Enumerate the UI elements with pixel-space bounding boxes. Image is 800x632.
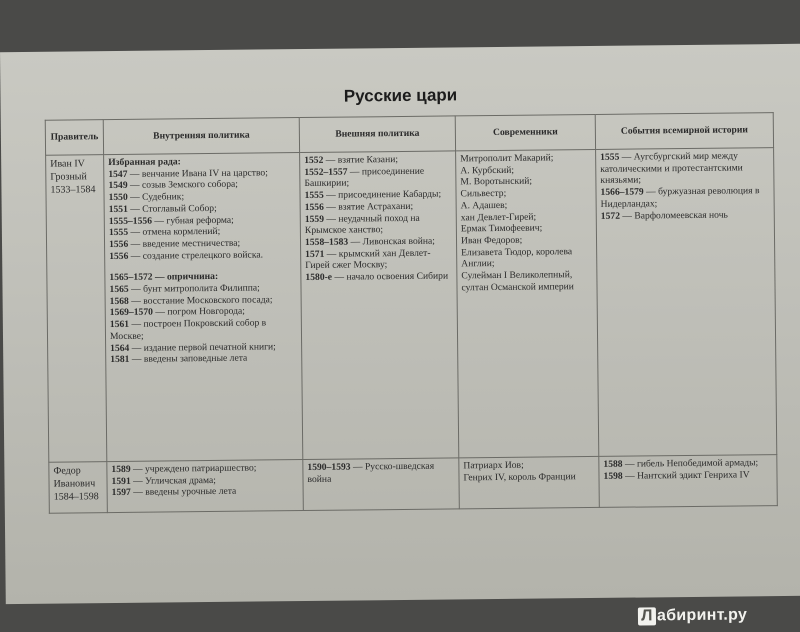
event-item: 1568 — восстание Московского посада;	[109, 294, 273, 307]
header-foreign: Внешняя политика	[299, 116, 455, 153]
event-item: 1572 — Варфоломеевская ночь	[600, 209, 728, 222]
event-item: 1556 — введение местничества;	[108, 237, 241, 250]
contemporary-item: А. Адашев;	[460, 199, 508, 212]
contemporary-item: М. Воротынский;	[460, 176, 533, 188]
event-item: 1561 — построен Покровский собор в Москве;	[109, 317, 267, 342]
event-item: 1598 — Нантский эдикт Генриха IV	[603, 469, 750, 482]
contemporary-item: Патриарх Иов;	[463, 459, 524, 472]
table-row	[49, 455, 777, 514]
event-item: 1565 — бунт митрополита Филиппа;	[109, 282, 260, 296]
ruler-name: Федор Иванович 1584–1598	[53, 465, 99, 503]
event-item: 1549 — созыв Земского собора;	[108, 179, 238, 192]
contemporary-item: Сулейман I Великолепный, султан Османской империи	[461, 269, 574, 294]
book-page	[0, 44, 800, 625]
page-title: Русские цари	[343, 85, 458, 106]
group-heading: Избранная рада:	[108, 156, 181, 169]
event-item: 1591 — Угличская драма;	[111, 474, 217, 487]
event-item: 1589 — учреждено патриаршество;	[111, 462, 257, 476]
event-item: 1555 — присоединение Кабарды;	[304, 188, 442, 202]
event-item: 1556 — взятие Астрахани;	[304, 200, 414, 213]
event-item: 1597 — введены урочные лета	[111, 486, 237, 499]
contemporaries-cell	[456, 149, 599, 457]
ruler-cell	[46, 155, 107, 463]
contemporary-item: Митрополит Макарий;	[460, 152, 554, 165]
header-contemporaries: Современники	[455, 114, 595, 150]
event-item: 1556 — создание стрелецкого войска.	[109, 249, 264, 262]
contemporary-item: Елизавета Тюдор, королева Англии;	[461, 245, 573, 270]
event-item: 1566–1579 — буржуазная революция в Нидерландах;	[600, 185, 760, 210]
world-cell	[599, 455, 778, 508]
event-item: 1547 — венчание Ивана IV на царство;	[108, 167, 268, 180]
foreign-cell	[300, 151, 459, 460]
world-cell	[596, 148, 777, 457]
foreign-cell	[303, 458, 460, 511]
event-item: 1559 — неудачный поход на Крымское ханство;	[304, 212, 420, 237]
contemporary-item: Иван Федоров;	[460, 234, 523, 247]
contemporary-item: хан Девлет-Гирей;	[460, 211, 537, 223]
event-item: 1555–1556 — губная реформа;	[108, 214, 234, 227]
event-item: 1571 — крымский хан Девлет-Гирей сжег Москву;	[305, 247, 431, 272]
event-item: 1588 — гибель Непобедимой армады;	[603, 457, 759, 470]
watermark-text: абиринт.ру	[656, 606, 748, 625]
labirint-logo-icon: Л	[638, 607, 656, 625]
contemporary-item: Сильвестр;	[460, 188, 507, 200]
event-item: 1558–1583 — Ливонская война;	[304, 235, 435, 248]
event-item: 1569–1570 — погром Новгорода;	[109, 306, 245, 319]
domestic-cell	[104, 153, 303, 462]
table-row	[46, 148, 777, 463]
event-item: 1551 — Стоглавый Собор;	[108, 202, 217, 215]
group-heading: 1565–1572 — опричнина:	[109, 271, 219, 284]
event-item: 1552 — взятие Казани;	[304, 154, 399, 167]
contemporary-item: Ермак Тимофеевич;	[460, 222, 543, 235]
event-item: 1555 — Аугсбургский мир между католическими и протестантскими князьями;	[600, 150, 743, 187]
event-item: 1564 — издание первой печатной книги;	[110, 340, 276, 354]
header-world: События всемирной истории	[595, 113, 773, 150]
event-item: 1590–1593 — Русско-шведская война	[307, 460, 435, 485]
event-item: 1552–1557 — присоединение Башкирии;	[304, 165, 425, 190]
ruler-name: Иван IV Грозный 1533–1584	[50, 158, 96, 196]
store-watermark	[638, 606, 747, 625]
event-item: 1581 — введены заповедные лета	[110, 352, 248, 366]
event-item: 1555 — отмена кормлений;	[108, 226, 221, 239]
domestic-cell	[107, 460, 304, 513]
event-item: 1550 — Судебник;	[108, 191, 185, 204]
contemporaries-cell	[459, 456, 600, 508]
header-domestic: Внутренняя политика	[103, 118, 299, 155]
ruler-cell	[49, 462, 108, 514]
header-ruler: Правитель	[45, 120, 103, 156]
event-item: 1580-е — начало освоения Сибири	[305, 270, 449, 284]
contemporary-item: А. Курбский;	[460, 164, 515, 177]
contemporary-item: Генрих IV, король Франции	[463, 470, 576, 484]
rulers-table	[45, 112, 778, 514]
